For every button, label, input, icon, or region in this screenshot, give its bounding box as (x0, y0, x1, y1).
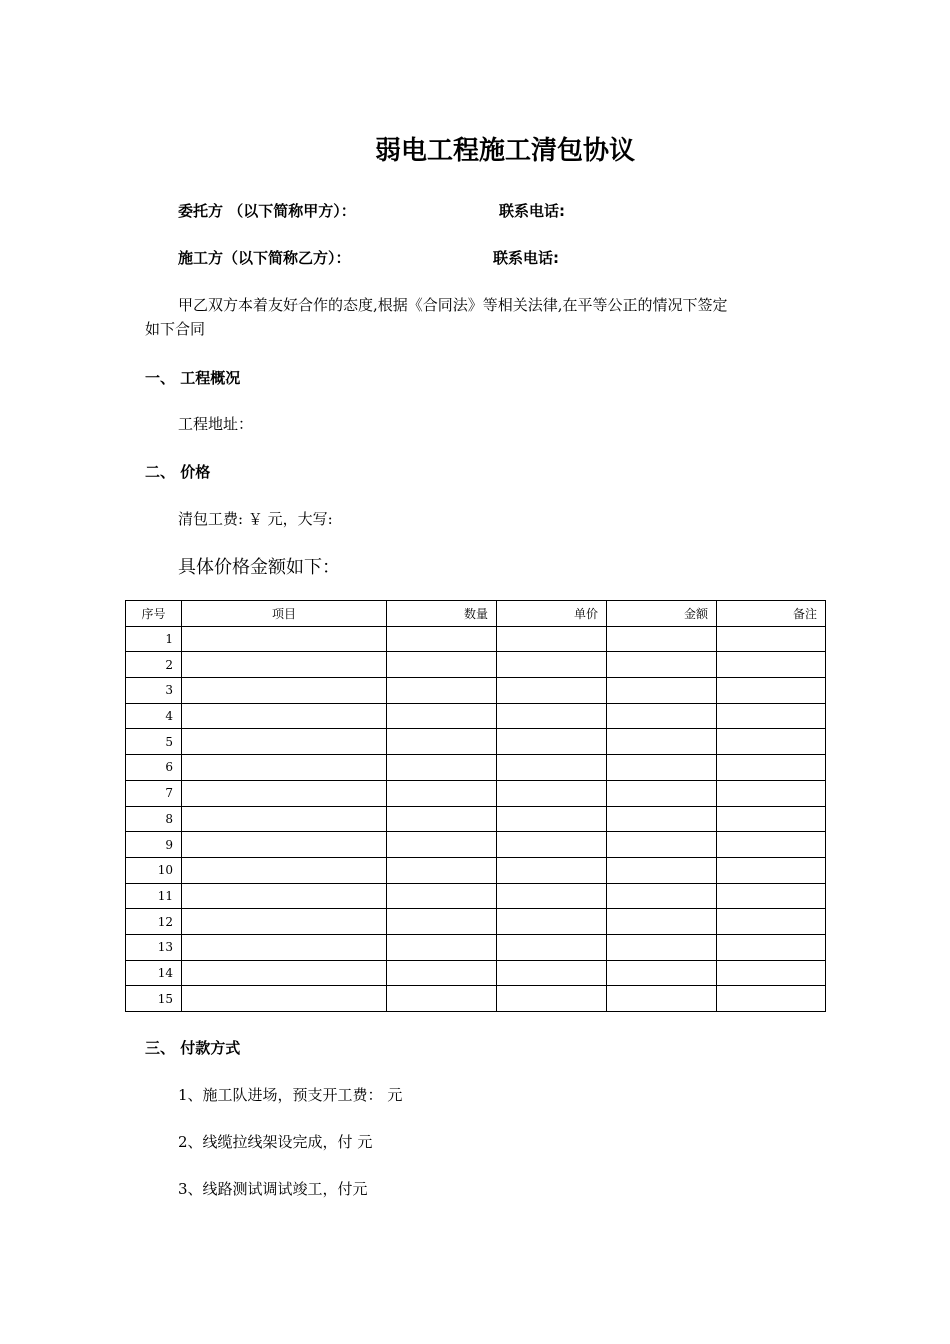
party-b-label: 施工方（以下简称乙方）： (178, 249, 351, 267)
table-cell (607, 678, 717, 704)
document-title: 弱电工程施工清包协议 (374, 136, 635, 166)
table-cell (182, 703, 387, 729)
table-cell (497, 652, 607, 678)
table-row (126, 703, 826, 729)
row-index-cell: 1 (126, 626, 182, 652)
table-cell (607, 832, 717, 858)
table-cell (607, 755, 717, 781)
row-index-cell: 13 (126, 934, 182, 960)
table-cell (717, 678, 826, 704)
table-row (126, 678, 826, 704)
table-cell (182, 755, 387, 781)
row-index-cell: 14 (126, 960, 182, 986)
table-cell (607, 934, 717, 960)
table-cell (497, 806, 607, 832)
table-cell (182, 960, 387, 986)
table-cell (182, 729, 387, 755)
table-cell (607, 883, 717, 909)
table-row (126, 780, 826, 806)
table-cell (182, 626, 387, 652)
row-index-cell: 2 (126, 652, 182, 678)
table-cell (607, 652, 717, 678)
table-cell (717, 832, 826, 858)
table-cell (717, 626, 826, 652)
table-cell (607, 729, 717, 755)
table-cell (182, 986, 387, 1012)
table-cell (497, 729, 607, 755)
price-detail-label: 具体价格金额如下： (178, 557, 340, 578)
intro-line-2: 如下合同 (145, 320, 206, 338)
table-cell (497, 986, 607, 1012)
party-a-label: 委托方 （以下简称甲方）： (178, 202, 356, 220)
table-cell (497, 883, 607, 909)
table-cell (717, 755, 826, 781)
table-cell (387, 857, 497, 883)
table-row (126, 729, 826, 755)
table-header-row (126, 601, 826, 627)
row-index-cell: 7 (126, 780, 182, 806)
section-2-heading: 二、 价格 (145, 463, 211, 481)
payment-item-2: 2、线缆拉线架设完成，付 元 (178, 1133, 373, 1151)
row-index-cell: 5 (126, 729, 182, 755)
intro-line-1: 甲乙双方本着友好合作的态度,根据《合同法》等相关法律,在平等公正的情况下签定 (178, 296, 728, 314)
section-1-heading: 一、 工程概况 (145, 369, 241, 387)
row-index-cell: 12 (126, 909, 182, 935)
table-cell (387, 626, 497, 652)
table-cell (387, 780, 497, 806)
table-cell (497, 755, 607, 781)
table-cell (717, 986, 826, 1012)
table-cell (182, 832, 387, 858)
table-cell (717, 883, 826, 909)
table-cell (607, 960, 717, 986)
payment-item-1: 1、施工队进场，预支开工费： 元 (178, 1086, 403, 1104)
table-cell (387, 755, 497, 781)
table-cell (607, 626, 717, 652)
table-cell (387, 678, 497, 704)
section-3-heading: 三、 付款方式 (145, 1039, 241, 1057)
table-cell (607, 703, 717, 729)
table-cell (387, 832, 497, 858)
table-cell (607, 780, 717, 806)
row-index-cell: 9 (126, 832, 182, 858)
table-cell (717, 652, 826, 678)
table-row (126, 755, 826, 781)
labor-fee-label: 清包工费: ￥ 元，大写: (178, 510, 333, 528)
table-row (126, 832, 826, 858)
table-cell (607, 857, 717, 883)
table-cell (607, 986, 717, 1012)
table-row (126, 857, 826, 883)
table-cell (182, 857, 387, 883)
row-index-cell: 8 (126, 806, 182, 832)
table-cell (497, 780, 607, 806)
table-cell (182, 934, 387, 960)
table-cell (717, 780, 826, 806)
table-cell (497, 678, 607, 704)
table-row (126, 806, 826, 832)
col-header-amount: 金额 (607, 601, 717, 627)
col-header-item: 项目 (182, 601, 387, 627)
table-cell (387, 883, 497, 909)
table-row (126, 626, 826, 652)
price-table (125, 600, 826, 1012)
table-cell (497, 857, 607, 883)
table-cell (497, 832, 607, 858)
project-address-label: 工程地址： (178, 415, 254, 433)
col-header-remarks: 备注 (717, 601, 826, 627)
table-cell (497, 960, 607, 986)
table-cell (182, 652, 387, 678)
table-row (126, 986, 826, 1012)
table-cell (607, 806, 717, 832)
table-cell (387, 934, 497, 960)
table-row (126, 909, 826, 935)
row-index-cell: 10 (126, 857, 182, 883)
row-index-cell: 6 (126, 755, 182, 781)
table-cell (387, 729, 497, 755)
table-cell (497, 909, 607, 935)
table-cell (182, 883, 387, 909)
table-cell (497, 934, 607, 960)
party-a-phone-label: 联系电话: (499, 202, 565, 220)
table-row (126, 960, 826, 986)
table-cell (387, 960, 497, 986)
table-cell (717, 806, 826, 832)
table-cell (182, 678, 387, 704)
table-cell (497, 626, 607, 652)
table-row (126, 883, 826, 909)
table-cell (717, 909, 826, 935)
table-cell (497, 703, 607, 729)
row-index-cell: 15 (126, 986, 182, 1012)
row-index-cell: 4 (126, 703, 182, 729)
table-cell (182, 909, 387, 935)
col-header-index: 序号 (126, 601, 182, 627)
table-cell (387, 986, 497, 1012)
table-cell (717, 857, 826, 883)
payment-item-3: 3、线路测试调试竣工，付元 (178, 1180, 368, 1198)
table-row (126, 934, 826, 960)
table-cell (182, 806, 387, 832)
col-header-unit-price: 单价 (497, 601, 607, 627)
table-cell (717, 703, 826, 729)
table-cell (387, 652, 497, 678)
table-cell (717, 960, 826, 986)
party-b-phone-label: 联系电话: (493, 249, 559, 267)
table-row (126, 652, 826, 678)
row-index-cell: 3 (126, 678, 182, 704)
table-cell (182, 780, 387, 806)
row-index-cell: 11 (126, 883, 182, 909)
col-header-quantity: 数量 (387, 601, 497, 627)
table-cell (717, 934, 826, 960)
table-cell (387, 806, 497, 832)
table-cell (387, 909, 497, 935)
table-cell (387, 703, 497, 729)
table-cell (717, 729, 826, 755)
table-cell (607, 909, 717, 935)
